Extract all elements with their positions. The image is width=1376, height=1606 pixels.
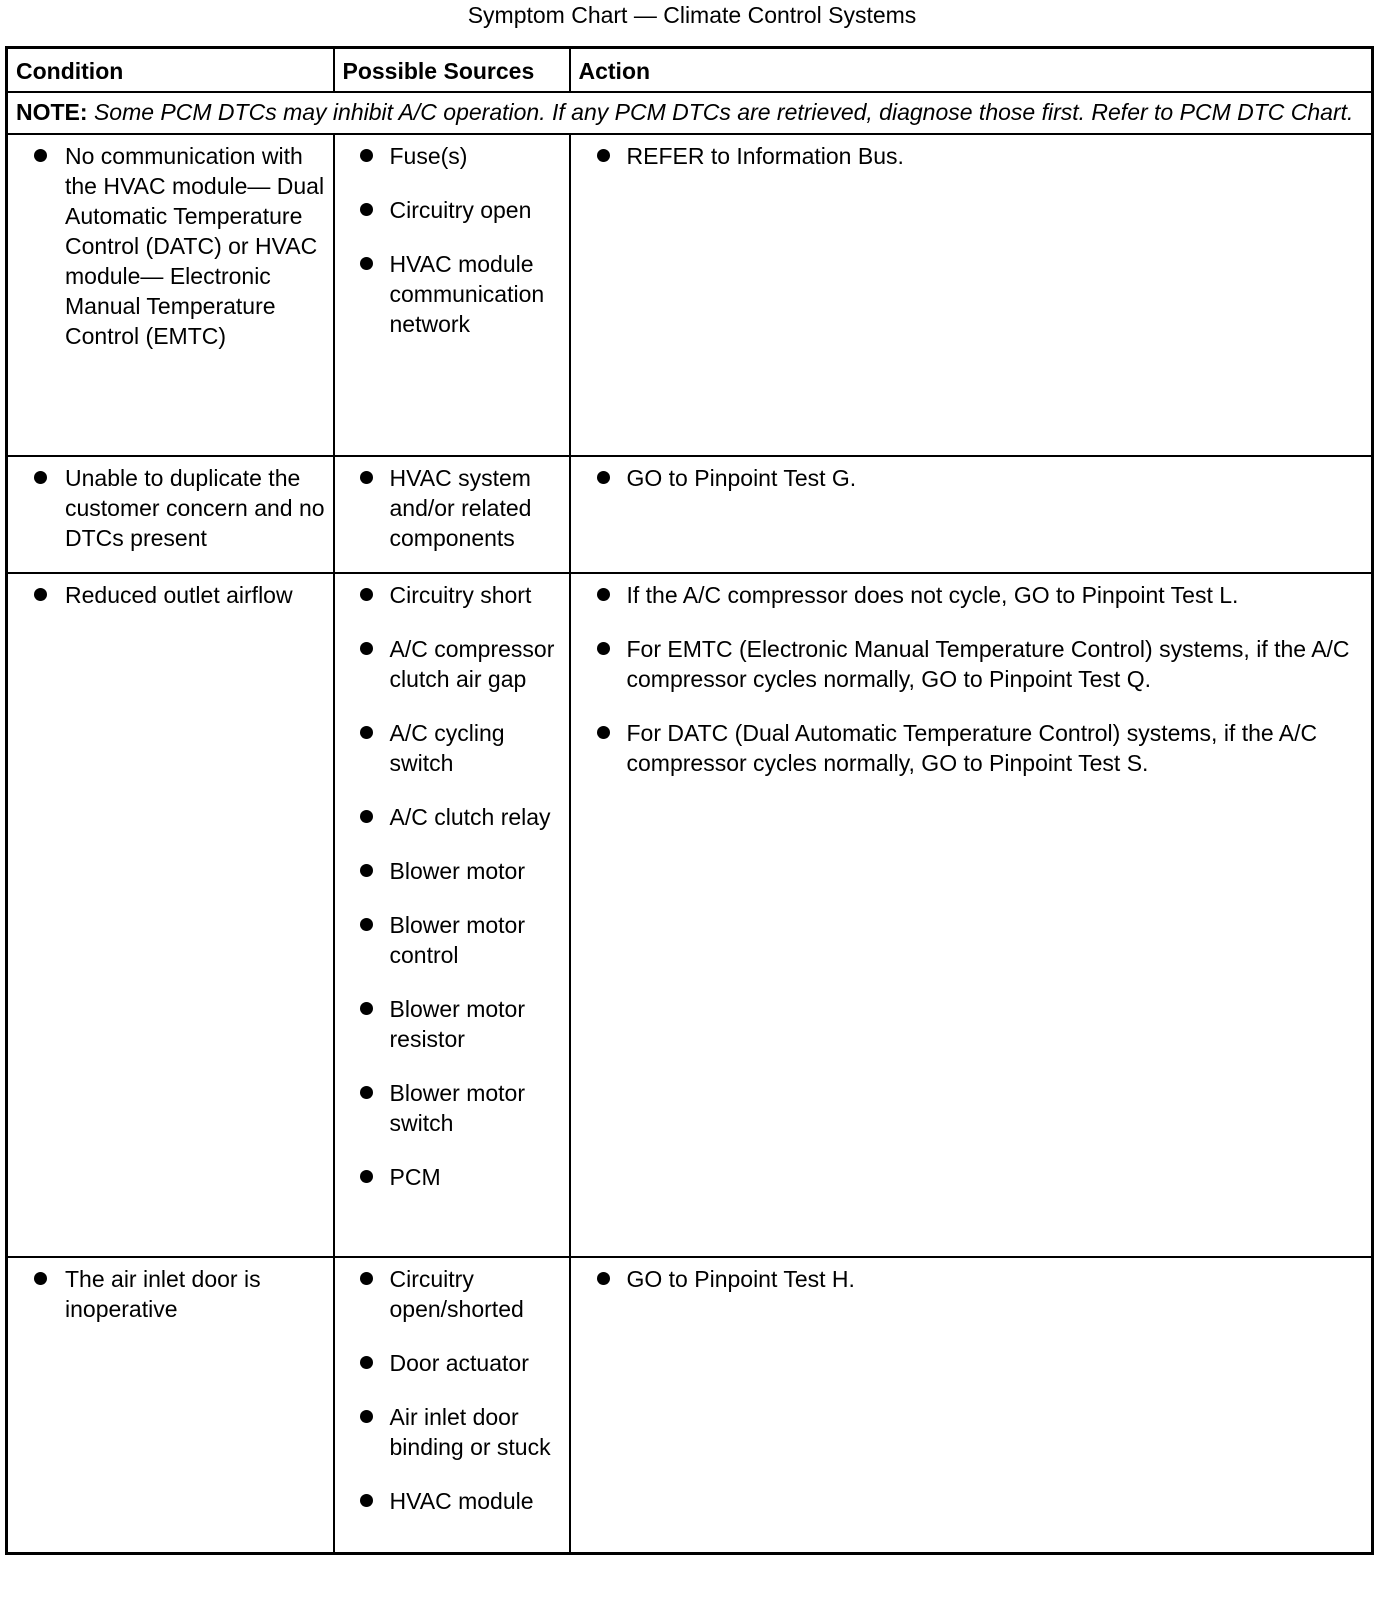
header-possible-sources: Possible Sources xyxy=(334,48,570,92)
source-item: Circuitry open/shorted xyxy=(335,1264,563,1324)
bullet-icon xyxy=(360,1494,373,1507)
table-row xyxy=(7,134,1373,456)
sources-cell xyxy=(334,456,570,573)
header-condition: Condition xyxy=(7,48,334,92)
bullet-icon xyxy=(360,471,373,484)
source-item: A/C cycling switch xyxy=(335,718,563,778)
table-row xyxy=(7,456,1373,573)
sources-cell xyxy=(334,134,570,456)
source-item: A/C clutch relay xyxy=(335,802,563,832)
bullet-icon xyxy=(34,149,47,162)
action-item: For EMTC (Electronic Manual Temperature Control) systems, if the A/C compressor cycles normally, GO to Pinpoint Test Q. xyxy=(571,634,1366,694)
source-item: HVAC system and/or related components xyxy=(335,463,563,553)
header-row xyxy=(7,48,1373,92)
sources-cell xyxy=(334,1257,570,1554)
source-item: A/C compressor clutch air gap xyxy=(335,634,563,694)
source-item: HVAC module communication network xyxy=(335,249,563,339)
action-cell xyxy=(570,134,1373,456)
source-item: PCM xyxy=(335,1162,563,1192)
bullet-icon xyxy=(360,810,373,823)
bullet-icon xyxy=(360,1086,373,1099)
note-label: NOTE: xyxy=(16,98,88,125)
source-item: Circuitry short xyxy=(335,580,563,610)
action-item: GO to Pinpoint Test G. xyxy=(571,463,1366,493)
source-item: Blower motor resistor xyxy=(335,994,563,1054)
condition-cell xyxy=(7,134,334,456)
bullet-icon xyxy=(34,1272,47,1285)
bullet-icon xyxy=(34,588,47,601)
condition-item: No communication with the HVAC module— Dual Automatic Temperature Control (DATC) or HVAC module— Electronic Manual Temperature Control (EMTC) xyxy=(8,141,327,351)
bullet-icon xyxy=(360,1272,373,1285)
bullet-icon xyxy=(360,864,373,877)
condition-item: Unable to duplicate the customer concern and no DTCs present xyxy=(8,463,327,553)
bullet-icon xyxy=(360,203,373,216)
condition-item: The air inlet door is inoperative xyxy=(8,1264,327,1324)
bullet-icon xyxy=(34,471,47,484)
note-cell xyxy=(7,92,1373,134)
bullet-icon xyxy=(597,588,610,601)
bullet-icon xyxy=(597,471,610,484)
table-row xyxy=(7,1257,1373,1554)
source-item: Circuitry open xyxy=(335,195,563,225)
bullet-icon xyxy=(360,149,373,162)
header-action: Action xyxy=(570,48,1373,92)
bullet-icon xyxy=(597,642,610,655)
note-row xyxy=(7,92,1373,134)
source-item: Blower motor xyxy=(335,856,563,886)
note-text: Some PCM DTCs may inhibit A/C operation. If any PCM DTCs are retrieved, diagnose those first. Refer to PCM DTC Chart. xyxy=(93,98,1354,125)
bullet-icon xyxy=(360,588,373,601)
bullet-icon xyxy=(360,1002,373,1015)
action-item: For DATC (Dual Automatic Temperature Control) systems, if the A/C compressor cycles normally, GO to Pinpoint Test S. xyxy=(571,718,1366,778)
source-item: Fuse(s) xyxy=(335,141,563,171)
chart-caption: Symptom Chart — Climate Control Systems xyxy=(467,2,917,28)
symptom-chart-table xyxy=(5,46,1374,1555)
bullet-icon xyxy=(597,149,610,162)
bullet-icon xyxy=(360,257,373,270)
bullet-icon xyxy=(360,918,373,931)
action-cell xyxy=(570,1257,1373,1554)
source-item: HVAC module xyxy=(335,1486,563,1516)
condition-cell xyxy=(7,573,334,1257)
source-item: Blower motor switch xyxy=(335,1078,563,1138)
bullet-icon xyxy=(360,726,373,739)
table-row xyxy=(7,573,1373,1257)
bullet-icon xyxy=(597,1272,610,1285)
source-item: Blower motor control xyxy=(335,910,563,970)
action-cell xyxy=(570,573,1373,1257)
action-cell xyxy=(570,456,1373,573)
condition-cell xyxy=(7,1257,334,1554)
bullet-icon xyxy=(360,1170,373,1183)
bullet-icon xyxy=(360,642,373,655)
bullet-icon xyxy=(597,726,610,739)
action-item: If the A/C compressor does not cycle, GO to Pinpoint Test L. xyxy=(571,580,1366,610)
bullet-icon xyxy=(360,1410,373,1423)
action-item: REFER to Information Bus. xyxy=(571,141,1366,171)
condition-item: Reduced outlet airflow xyxy=(8,580,327,610)
source-item: Air inlet door binding or stuck xyxy=(335,1402,563,1462)
sources-cell xyxy=(334,573,570,1257)
source-item: Door actuator xyxy=(335,1348,563,1378)
condition-cell xyxy=(7,456,334,573)
action-item: GO to Pinpoint Test H. xyxy=(571,1264,1366,1294)
bullet-icon xyxy=(360,1356,373,1369)
